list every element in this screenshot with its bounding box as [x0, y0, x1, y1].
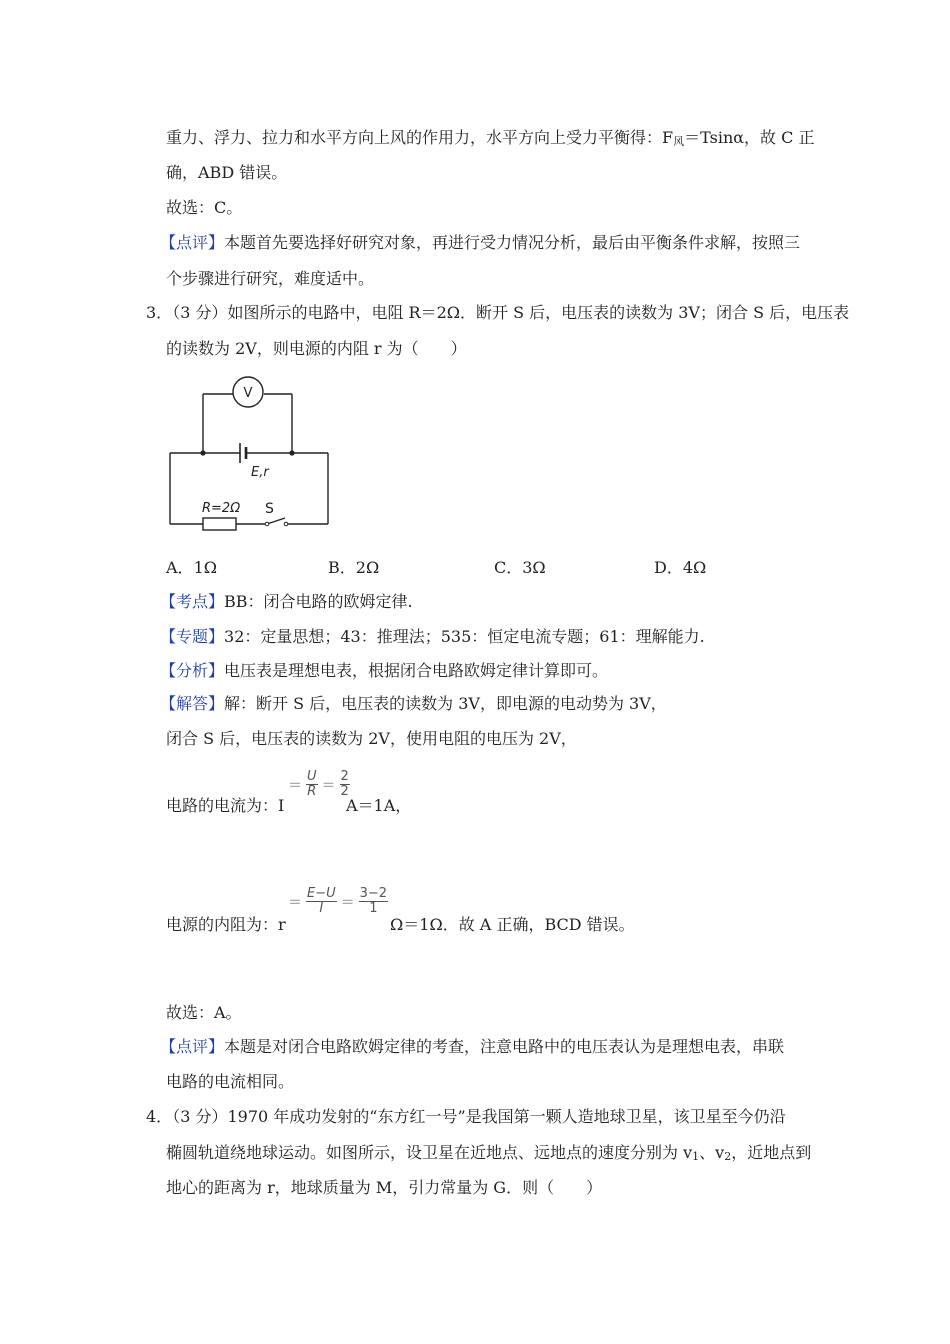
q3-stem-line2: 的读数为 2V，则电源的内阻 r 为（ ）	[166, 339, 467, 358]
fraction-e-minus-u-over-i: $\frac{E-U}{I}$	[307, 886, 336, 916]
q3-comment-line2: 电路的电流相同。	[166, 1072, 295, 1091]
option-c[interactable]: C．3Ω	[494, 558, 546, 577]
option-a[interactable]: A．1Ω	[166, 558, 218, 577]
q2-answer: 故选：C。	[166, 198, 243, 217]
q3-stem-line1: 3．（3 分）如图所示的电路中，电阻 R＝2Ω．断开 S 后，电压表的读数为 3V；闭合 S 后，电压表	[146, 303, 850, 322]
jieda-line2: 闭合 S 后，电压表的读数为 2V，使用电阻的电压为 2V，	[166, 729, 577, 748]
kaodian-tag: 【考点】	[160, 592, 225, 611]
junction-right	[289, 450, 294, 455]
junction-left	[200, 450, 205, 455]
resistor-label: R=2Ω	[202, 501, 241, 516]
circuit-diagram	[160, 372, 340, 532]
zhuanti-tag: 【专题】	[160, 627, 225, 646]
q2-line1: 重力、浮力、拉力和水平方向上风的作用力，水平方向上受力平衡得：F风＝Tsinα，故 C 正	[166, 128, 815, 148]
jieda-line1: 【解答】解：断开 S 后，电压表的读数为 3V，即电源的电动势为 3V，	[160, 694, 667, 713]
q3-comment-line1: 【点评】本题是对闭合电路欧姆定律的考查，注意电路中的电压表认为是理想电表，串联	[160, 1037, 785, 1056]
option-d[interactable]: D．4Ω	[654, 558, 707, 577]
comment-tag: 【点评】	[160, 1037, 225, 1056]
fenxi-line: 【分析】电压表是理想电表，根据闭合电路欧姆定律计算即可。	[160, 661, 609, 680]
current-prefix: 电路的电流为：I	[166, 796, 285, 815]
switch-label: S	[265, 501, 274, 517]
r-prefix: 电源的内阻为：r	[166, 915, 286, 934]
option-b[interactable]: B．2Ω	[328, 558, 380, 577]
voltmeter-label: V	[243, 386, 253, 401]
fenxi-tag: 【分析】	[160, 661, 225, 680]
q4-stem-line3: 地心的距离为 r，地球质量为 M，引力常量为 G．则（ ）	[166, 1178, 603, 1197]
current-formula: ＝ $\frac{U}{R}$ ＝ $\frac{2}{2}$	[288, 769, 349, 799]
switch-contact	[284, 522, 288, 526]
fraction-2-over-2: $\frac{2}{2}$	[340, 769, 349, 799]
jieda-tag: 【解答】	[160, 694, 225, 713]
q4-stem-line2: 椭圆轨道绕地球运动。如图所示，设卫星在近地点、远地点的速度分别为 v1、v2，近地点到	[166, 1143, 812, 1163]
r-result: Ω＝1Ω．故 A 正确，BCD 错误。	[390, 915, 635, 934]
switch-pivot	[265, 522, 269, 526]
r-formula: ＝ $\frac{E-U}{I}$ ＝ $\frac{3-2}{1}$	[288, 886, 388, 916]
current-result: A＝1A，	[346, 796, 412, 815]
q2-line2: 确，ABD 错误。	[166, 163, 288, 182]
q2-comment-line1: 【点评】本题首先要选择好研究对象，再进行受力情况分析，最后由平衡条件求解，按照三	[160, 233, 801, 252]
question-number: 3．	[146, 303, 173, 322]
question-number: 4．	[146, 1107, 173, 1126]
resistor-icon	[203, 518, 236, 530]
fraction-3-minus-2-over-1: $\frac{3-2}{1}$	[359, 886, 388, 916]
kaodian-line: 【考点】BB：闭合电路的欧姆定律.	[160, 592, 413, 611]
subscript-feng: 风	[673, 135, 685, 148]
q4-stem-line1: 4．（3 分）1970 年成功发射的“东方红一号”是我国第一颗人造地球卫星，该卫星至今仍沿	[146, 1107, 786, 1126]
zhuanti-line: 【专题】32：定量思想；43：推理法；535：恒定电流专题；61：理解能力.	[160, 627, 705, 646]
q3-answer: 故选：A。	[166, 1003, 242, 1022]
comment-tag: 【点评】	[160, 233, 225, 252]
battery-label: E,r	[251, 465, 269, 480]
q2-comment-line2: 个步骤进行研究，难度适中。	[166, 269, 375, 288]
fraction-u-over-r: $\frac{U}{R}$	[307, 769, 317, 799]
